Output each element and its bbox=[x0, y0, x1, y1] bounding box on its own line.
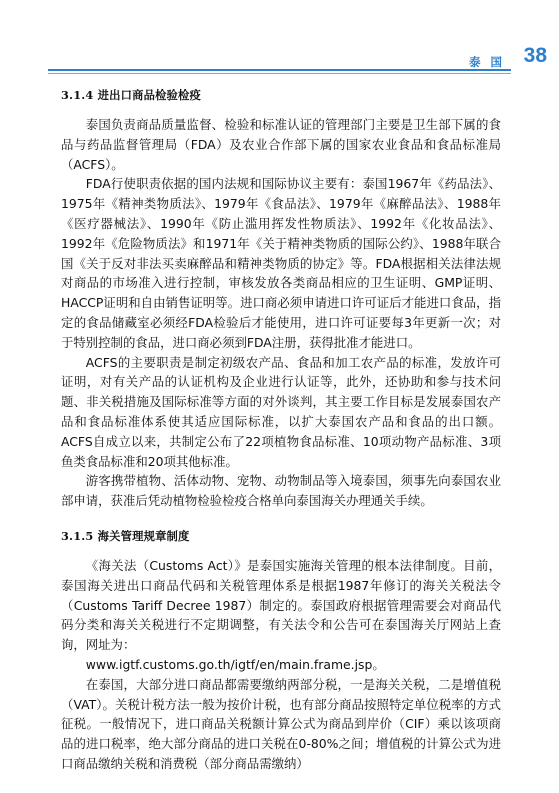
section-heading: 3.1.4 进出口商品检验检疫 bbox=[61, 88, 202, 102]
paragraph: FDA行使职责依据的国内法规和国际协议主要有：泰国1967年《药品法》、1975年《精神类物质法》、1979年《食品法》、1979年《麻醉品法》、1988年《医疗器械法》、1990年《防止滥用挥发性物质法》、1992年《化妆品法》、1992年《危险物质法》和1971年《关于精神类物质的国际公约》、1988年联合国《关于反对非法买卖麻醉品和精神类物质的协定》等。FDA根据相关法律法规对商品的市场准入进行控制，审核发放各类商品相应的卫生证明、GMP证明、HACCP证明和自由销售证明等。进口商必须申请进口许可证后才能进口食品，指定的食品储藏室必须经FDA检验后才能使用，进口许可证要每3年更新一次；对于特别控制的食品，进口商必须到FDA注册，获得批准才能进口。 bbox=[61, 176, 501, 350]
paragraph: 《海关法（Customs Act）》是泰国实施海关管理的根本法律制度。目前，泰国海关进出口商品代码和关税管理体系是根据1987年修订的海关关税法令（Customs Tariff Decree 1987）制定的。泰国政府根据管理需要会对商品代码分类和海关关税进行不定期调整，有关法令和公告可在泰国海关厅网站上查询，网址为： bbox=[61, 557, 501, 653]
header-rule-thin bbox=[48, 73, 511, 74]
paragraph: 在泰国，大部分进口商品都需要缴纳两部分税，一是海关关税，二是增值税（VAT）。关税计税方法一般为按价计税，也有部分商品按照特定单位税率的方式征税。一般情况下，进口商品关税额计算公式为商品到岸价（CIF）乘以该项商品的进口税率，绝大部分商品的进口关税在0-80%之间；增值税的计算公式为进口商品缴纳关税和消费税（部分商品需缴纳） bbox=[61, 676, 501, 771]
paragraph: ACFS的主要职责是制定初级农产品、食品和加工农产品的标准，发放许可证明，对有关产品的认证机构及企业进行认证等，此外，还协助和参与技术问题、非关税措施及国际标准等方面的对外谈判，其主要工作目标是发展泰国农产品和食品标准体系使其适应国际标准，以扩大泰国农产品和食品的出口额。ACFS自成立以来，共制定公布了22项植物食品标准、10项动物产品标准、3项鱼类食品标准和20项其他标准。 bbox=[61, 354, 501, 469]
section-heading: 3.1.5 海关管理规章制度 bbox=[61, 528, 190, 543]
website-url: www.igtf.customs.go.th/igtf/en/main.frame.jsp。 bbox=[85, 656, 385, 672]
page-body bbox=[61, 84, 501, 774]
running-head-country: 泰 国 bbox=[468, 55, 505, 69]
page-header bbox=[48, 38, 559, 78]
paragraph: 泰国负责商品质量监督、检验和标准认证的管理部门主要是卫生部下属的食品与药品监督管理局（FDA）及农业合作部下属的国家农业食品和食品标准局（ACFS）。 bbox=[61, 117, 501, 172]
page-number: 38 bbox=[523, 44, 547, 67]
paragraph: 游客携带植物、活体动物、宠物、动物制品等入境泰国，须事先向泰国农业部申请，获准后凭动植物检验检疫合格单向泰国海关办理通关手续。 bbox=[61, 473, 501, 509]
header-rule bbox=[48, 69, 511, 71]
